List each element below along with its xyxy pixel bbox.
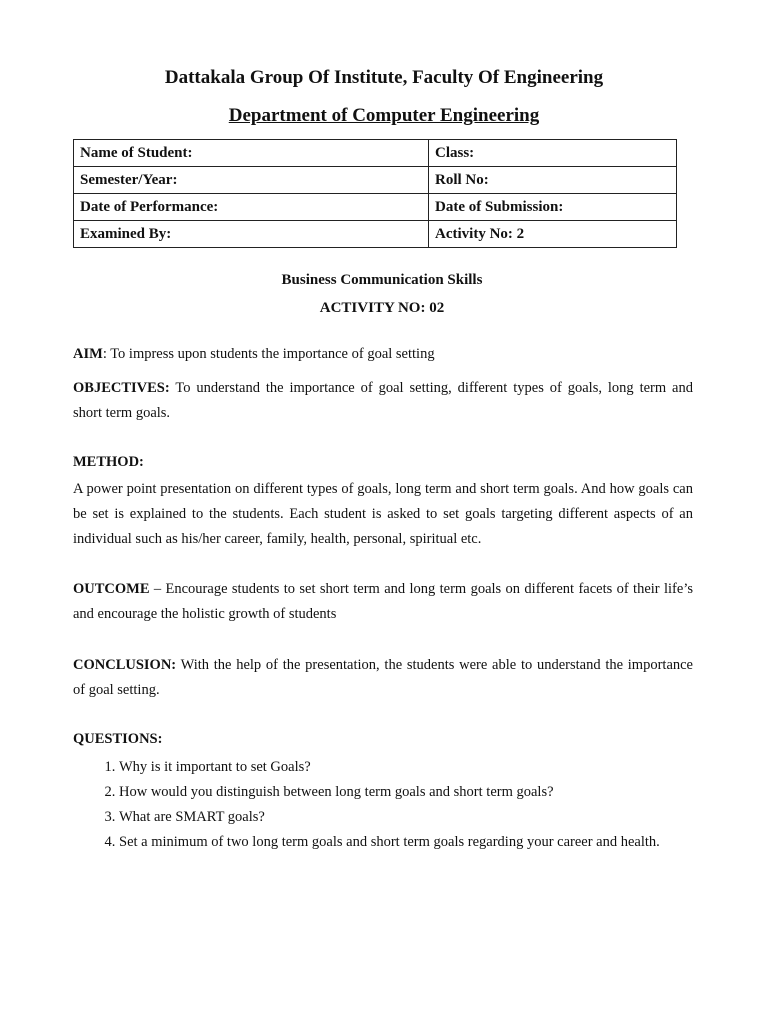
department-title: Department of Computer Engineering (228, 105, 540, 126)
outcome-text: – Encourage students to set short term and long term goals on different facets of their life’s and encourage the holistic growth of students (73, 581, 693, 622)
aim-paragraph (73, 342, 693, 367)
list-item: 3. What are SMART goals? (119, 805, 699, 830)
date-of-submission-cell: Date of Submission: (429, 194, 677, 221)
subject-title: Business Communication Skills (281, 272, 483, 288)
outcome-paragraph (73, 577, 693, 627)
roll-no-cell: Roll No: (429, 167, 677, 194)
aim-text: : To impress upon students the importance of goal setting (102, 346, 435, 362)
date-of-performance-cell: Date of Performance: (74, 194, 429, 221)
institute-title: Dattakala Group Of Institute, Faculty Of Engineering (164, 67, 604, 88)
list-item: 4. Set a minimum of two long term goals and short term goals regarding your career and health. (119, 830, 699, 855)
objectives-text: To understand the importance of goal setting, different types of goals, long term and short term goals. (73, 380, 693, 421)
class-cell: Class: (429, 140, 677, 167)
examined-by-cell: Examined By: (74, 221, 429, 248)
activity-title: ACTIVITY NO: 02 (319, 300, 445, 316)
name-of-student-cell: Name of Student: (74, 140, 429, 167)
table-row (74, 140, 677, 167)
method-label: METHOD: (73, 454, 144, 470)
conclusion-label: CONCLUSION: (73, 657, 177, 673)
activity-no-cell: Activity No: 2 (429, 221, 677, 248)
list-item: 1. Why is it important to set Goals? (119, 755, 699, 780)
questions-list (73, 755, 699, 855)
method-paragraph: A power point presentation on different types of goals, long term and short term goals. And how goals can be set is explained to the students. Each student is asked to set goals targeting different aspects of an individual such as his/her career, family, health, personal, spiritual etc. (73, 481, 693, 547)
student-info-table (73, 139, 677, 248)
semester-year-cell: Semester/Year: (74, 167, 429, 194)
aim-label: AIM (73, 346, 103, 362)
table-row (74, 194, 677, 221)
objectives-paragraph (73, 376, 693, 426)
list-item: 2. How would you distinguish between long term goals and short term goals? (119, 780, 699, 805)
conclusion-text: With the help of the presentation, the students were able to understand the importance of goal setting. (73, 657, 693, 698)
questions-label: QUESTIONS: (73, 731, 163, 747)
conclusion-paragraph (73, 653, 693, 703)
objectives-label: OBJECTIVES: (73, 380, 170, 396)
outcome-label: OUTCOME (73, 581, 150, 597)
table-row (74, 167, 677, 194)
table-row (74, 221, 677, 248)
